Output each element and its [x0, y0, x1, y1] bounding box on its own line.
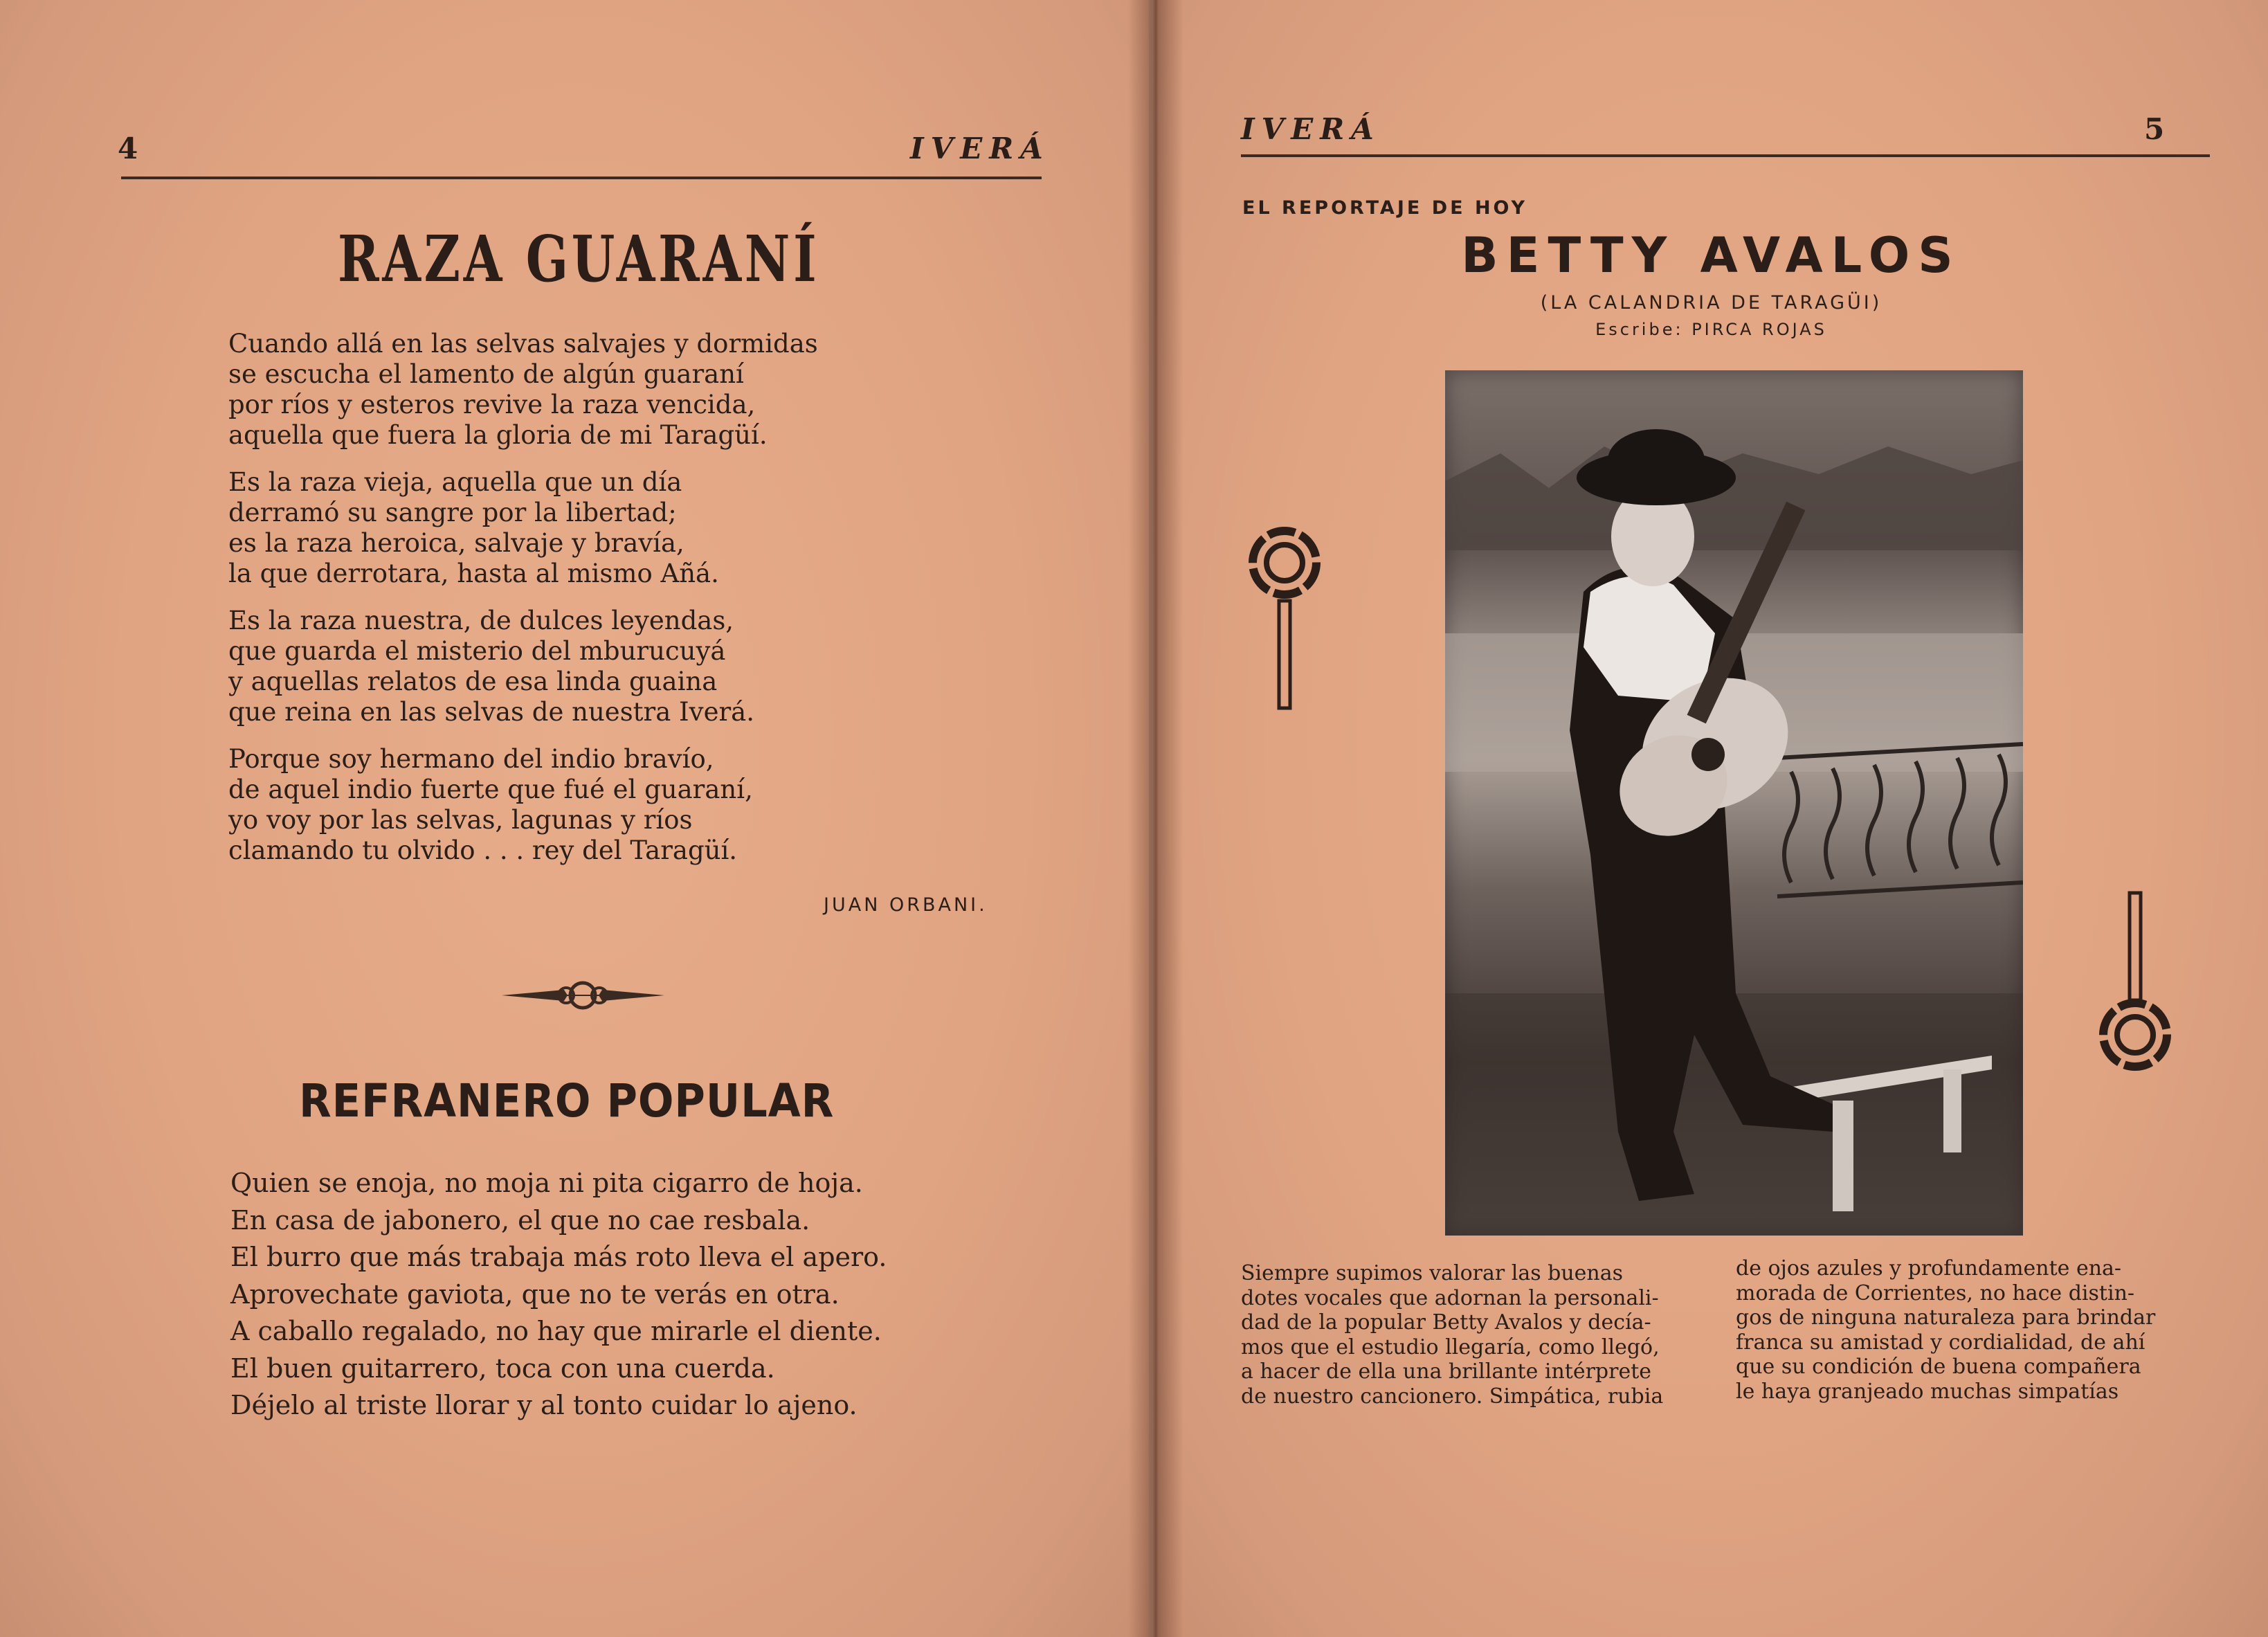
article-line: le haya granjeado muchas simpatías: [1736, 1379, 2119, 1404]
poem-stanza: [228, 744, 990, 866]
byline-wrap: [1154, 320, 2268, 339]
header-rule: [1241, 154, 2210, 157]
article-line: dotes vocales que adornan la personali-: [1241, 1285, 1659, 1310]
poem-line: por ríos y esteros revive la raza vencida,: [228, 390, 756, 419]
page-number: 5: [2144, 112, 2165, 146]
poem-author: JUAN ORBANI.: [824, 894, 988, 916]
poem-line: de aquel indio fuerte que fué el guaraní,: [228, 775, 753, 804]
poem-line: Es la raza nuestra, de dulces leyendas,: [228, 606, 734, 635]
article-line: gos de ninguna naturaleza para brindar: [1736, 1305, 2156, 1330]
poem-line: Es la raza vieja, aquella que un día: [228, 467, 682, 497]
poem-title: RAZA GUARANÍ: [338, 221, 820, 296]
subtitle-wrap: [1154, 292, 2268, 314]
article-subtitle: (LA CALANDRIA DE TARAGÜI): [1540, 292, 1883, 314]
running-head: IVERÁ: [910, 132, 1050, 165]
article-line: a hacer de ella una brillante intérprete: [1241, 1359, 1652, 1384]
running-head: IVERÁ: [1241, 112, 1381, 146]
music-note-ornament-right: [2097, 889, 2173, 1076]
poem-line: clamando tu olvido . . . rey del Taragüí.: [228, 835, 738, 865]
section-label: EL REPORTAJE DE HOY: [1242, 197, 1528, 219]
article-line: mos que el estudio llegaría, como llegó,: [1241, 1335, 1660, 1359]
poem-stanza: [228, 467, 990, 589]
article-line: de nuestro cancionero. Simpática, rubia: [1241, 1384, 1664, 1409]
poem-line: aquella que fuera la gloria de mi Taragüí.: [228, 420, 768, 450]
divider-ornament: [498, 975, 668, 1015]
page-number: 4: [118, 132, 138, 165]
byline: Escribe: PIRCA ROJAS: [1595, 320, 1827, 339]
proverb-line: En casa de jabonero, el que no cae resbala.: [230, 1204, 810, 1236]
poem-body: [228, 329, 990, 883]
article-line: morada de Corrientes, no hace distin-: [1736, 1281, 2135, 1305]
article-title-wrap: [1154, 227, 2268, 284]
poem-line: es la raza heroica, salvaje y bravía,: [228, 528, 684, 558]
proverb-line: Déjelo al triste llorar y al tonto cuidar lo ajeno.: [230, 1390, 858, 1420]
poem-line: se escucha el lamento de algún guaraní: [228, 359, 744, 389]
header-rule: [121, 177, 1042, 179]
poem-line: Cuando allá en las selvas salvajes y dormidas: [228, 329, 818, 359]
article-column-1: [1241, 1261, 1687, 1409]
poem-line: que guarda el misterio del mburucuyá: [228, 636, 726, 666]
proverb-line: Quien se enoja, no moja ni pita cigarro de hoja.: [230, 1168, 863, 1198]
photo-woman-with-guitar: [1445, 370, 2023, 1236]
proverb-line: A caballo regalado, no hay que mirarle el diente.: [230, 1316, 882, 1346]
poem-line: Porque soy hermano del indio bravío,: [228, 744, 714, 774]
article-line: dad de la popular Betty Avalos y decía-: [1241, 1310, 1651, 1335]
proverb-line: El buen guitarrero, toca con una cuerda.: [230, 1353, 775, 1384]
article-title: BETTY AVALOS: [1461, 227, 1961, 284]
article-line: franca su amistad y cordialidad, de ahí: [1736, 1330, 2145, 1355]
proverb-line: Aprovechate gaviota, que no te verás en otra.: [230, 1278, 840, 1310]
article-line: que su condición de buena compañera: [1736, 1355, 2141, 1379]
poem-line: derramó su sangre por la libertad;: [228, 498, 677, 527]
poem-line: que reina en las selvas de nuestra Iverá.: [228, 697, 754, 727]
refranero-title: REFRANERO POPULAR: [299, 1074, 835, 1128]
poem-stanza: [228, 606, 990, 727]
music-note-ornament-left: [1246, 525, 1323, 712]
article-column-2: [1736, 1256, 2182, 1404]
article-line: Siempre supimos valorar las buenas: [1241, 1261, 1624, 1285]
proverb-line: El burro que más trabaja más roto lleva el apero.: [230, 1242, 887, 1272]
poem-stanza: [228, 329, 990, 451]
proverbs-list: [230, 1165, 992, 1425]
poem-line: yo voy por las selvas, lagunas y ríos: [228, 805, 693, 835]
poem-line: y aquellas relatos de esa linda guaina: [228, 667, 718, 696]
poem-line: la que derrotara, hasta al mismo Añá.: [228, 559, 719, 588]
article-line: de ojos azules y profundamente ena-: [1736, 1256, 2122, 1281]
